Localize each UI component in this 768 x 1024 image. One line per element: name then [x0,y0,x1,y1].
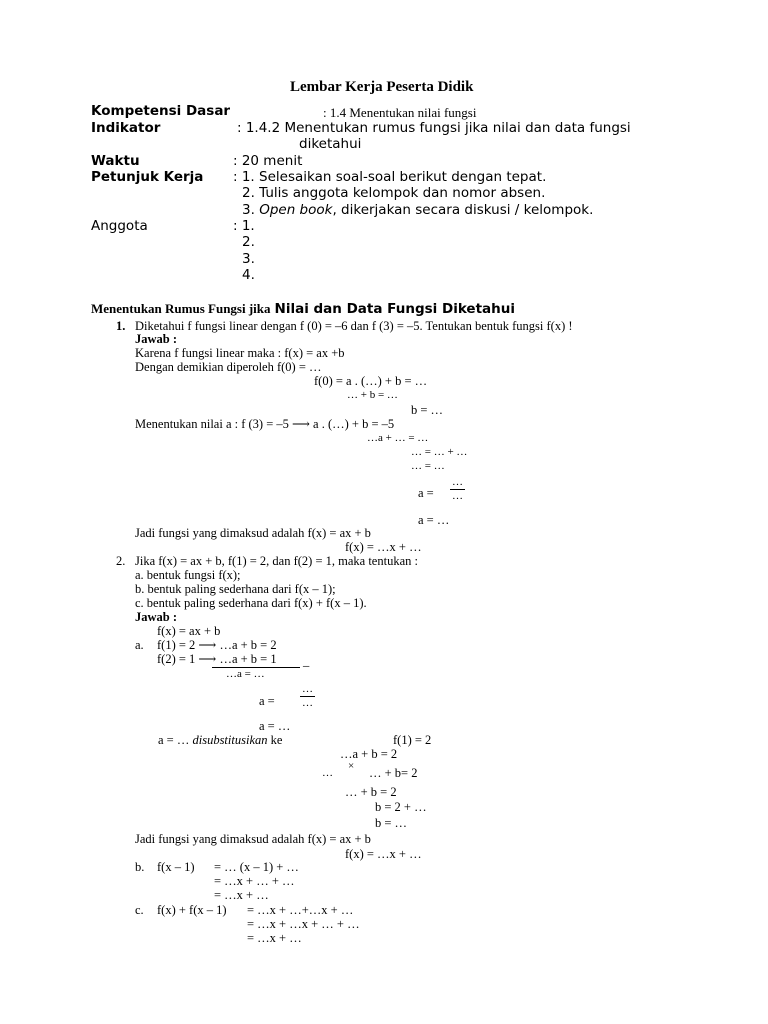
kd-value: : 1.4 Menentukan nilai fungsi [323,105,477,120]
problem-2-conclusion-1: Jadi fungsi yang dimaksud adalah f(x) = ax + b [135,832,371,846]
problem-1-conclusion-2: f(x) = …x + … [345,540,422,554]
anggota-item-1: : 1. [233,218,255,234]
problem-2-c-line-2: = …x + …x + … + … [247,917,360,931]
problem-1-question: Diketahui f fungsi linear dengan f (0) = –6 dan f (3) = –5. Tentukan bentuk fungsi f(x) ! [135,319,573,333]
petunjuk-item-3-italic: Open book [259,202,333,218]
problem-2-b-line-3: = …x + … [214,888,269,902]
problem-2-a-line-1: f(1) = 2 ⟶ …a + b = 2 [157,638,277,652]
problem-1-line-3: f(0) = a . (…) + b = … [314,374,428,388]
problem-1-fraction [450,477,465,502]
problem-2-subst-c: ke [270,733,283,747]
problem-1-jawab: Jawab : [135,332,178,346]
problem-2-number: 2. [116,554,126,568]
anggota-item-3: 3. [242,251,255,267]
indikator-value-line1: : 1.4.2 Menentukan rumus fungsi jika nilai dan data fungsi [237,120,631,136]
problem-1-line-4: … + b = … [347,389,398,401]
problem-2-question: Jika f(x) = ax + b, f(1) = 2, dan f(2) = 1, maka tentukan : [135,554,418,568]
problem-1-fraction-den: … [452,490,463,502]
problem-1-line-8: … = … + … [411,446,468,458]
problem-2-s-line-4: b = 2 + … [375,800,427,814]
petunjuk-label: Petunjuk Kerja [91,169,204,185]
problem-1-conclusion-1: Jadi fungsi yang dimaksud adalah f(x) = ax + b [135,526,371,540]
anggota-item-4: 4. [242,267,255,283]
problem-2-a-line-3: …a = … [226,668,265,680]
problem-2-f1: f(1) = 2 [393,733,432,747]
problem-2-subst-b: disubstitusikan [192,733,268,747]
problem-1-line-6: Menentukan nilai a : f (3) = –5 ⟶ a . (…) + b = –5 [135,417,395,431]
anggota-label: Anggota [91,218,148,234]
problem-2-fraction-num: … [302,683,313,695]
section-title-part-b: Nilai dan Data Fungsi Diketahui [274,301,515,317]
petunjuk-item-3-num: 3. [242,202,255,218]
problem-2-a-result: a = … [259,719,291,733]
problem-2-jawab: Jawab : [135,610,178,624]
petunjuk-item-1: : 1. Selesaikan soal-soal berikut dengan tepat. [233,169,547,185]
problem-2-part-c-label: c. [135,903,144,917]
problem-2-substitution [158,734,282,747]
problem-2-s-line-5: b = … [375,816,408,830]
problem-1-fraction-num: … [452,476,463,488]
kd-label: Kompetensi Dasar [91,103,231,119]
problem-1-line-9: … = … [411,460,445,472]
problem-2-conclusion-2: f(x) = …x + … [345,847,422,861]
problem-2-c-lhs: f(x) + f(x – 1) [157,903,227,917]
problem-2-part-b-label: b. [135,860,145,874]
problem-2-question-b: b. bentuk paling sederhana dari f(x – 1); [135,582,336,596]
section-title-part-a: Menentukan Rumus Fungsi jika [91,301,271,316]
problem-2-c-line-1: = …x + …+…x + … [247,903,354,917]
page-title: Lembar Kerja Peserta Didik [290,79,474,95]
indikator-value-line2: diketahui [299,136,362,152]
problem-2-c-line-3: = …x + … [247,931,302,945]
petunjuk-item-3 [242,204,593,218]
problem-2-fx: f(x) = ax + b [157,624,221,638]
problem-2-times-symbol: × [348,760,355,772]
section-title [91,301,515,317]
waktu-value: : 20 menit [233,153,303,169]
problem-1-number: 1. [116,319,126,333]
problem-2-part-a-label: a. [135,638,144,652]
problem-1-line-2: Dengan demikian diperoleh f(0) = … [135,360,322,374]
anggota-item-2: 2. [242,234,255,250]
problem-1-line-7: …a + … = … [367,432,429,444]
problem-2-s-line-3: … + b = 2 [345,785,397,799]
problem-1-line-5: b = … [411,403,444,417]
problem-1-line-1: Karena f fungsi linear maka : f(x) = ax +b [135,346,345,360]
problem-2-fraction [300,684,315,709]
problem-1-a-result: a = … [418,513,450,527]
problem-2-s-line-2: … + b= 2 [369,766,418,780]
problem-2-b-line-2: = …x + … + … [214,874,295,888]
problem-2-minus-sign: _ [303,654,310,668]
problem-2-a-line-2: f(2) = 1 ⟶ …a + b = 1 [157,652,277,666]
problem-2-subst-a: a = … [158,733,190,747]
problem-2-s-line-1: …a + b = 2 [340,747,398,761]
problem-2-a-equals: a = [259,694,275,708]
problem-2-s-line-2-dots: … [322,767,333,779]
petunjuk-item-3-rest: , dikerjakan secara diskusi / kelompok. [332,202,594,218]
waktu-label: Waktu [91,153,140,169]
petunjuk-item-2: 2. Tulis anggota kelompok dan nomor absen. [242,185,546,201]
problem-2-fraction-den: … [302,697,313,709]
indikator-label: Indikator [91,120,161,136]
problem-2-b-line-1: = … (x – 1) + … [214,860,299,874]
problem-2-b-lhs: f(x – 1) [157,860,195,874]
problem-1-a-equals: a = [418,486,434,500]
problem-2-question-c: c. bentuk paling sederhana dari f(x) + f(x – 1). [135,596,367,610]
problem-2-question-a: a. bentuk fungsi f(x); [135,568,241,582]
